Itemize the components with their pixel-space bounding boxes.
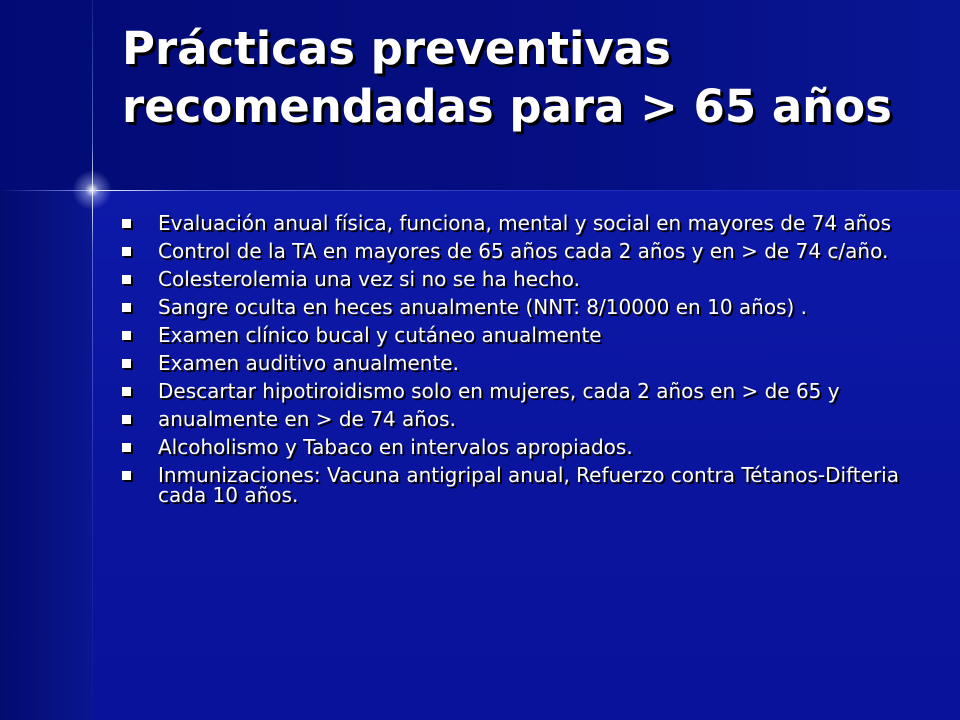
vertical-light-line [92, 0, 93, 720]
bullet-text: Alcoholismo y Tabaco en intervalos apropiados. [158, 435, 633, 459]
square-bullet-icon [122, 275, 131, 284]
bullet-item [122, 381, 902, 401]
slide-title: Prácticas preventivas recomendadas para > 65 años [122, 22, 892, 133]
horizontal-light-line [0, 190, 960, 191]
bullet-item [122, 353, 902, 373]
square-bullet-icon [122, 359, 131, 368]
bullet-text: Sangre oculta en heces anualmente (NNT: 8/10000 en 10 años) . [158, 295, 808, 319]
square-bullet-icon [122, 219, 131, 228]
bullet-item [122, 409, 902, 429]
square-bullet-icon [122, 471, 131, 480]
bullet-text: Inmunizaciones: Vacuna antigripal anual, Refuerzo contra Tétanos-Difteria cada 10 años. [158, 463, 899, 507]
bullet-item [122, 269, 902, 289]
bullet-text: Evaluación anual física, funciona, mental y social en mayores de 74 años [158, 211, 891, 235]
square-bullet-icon [122, 303, 131, 312]
bullet-item [122, 437, 902, 457]
left-margin-background [0, 190, 92, 720]
bullet-text: Examen clínico bucal y cutáneo anualmente [158, 323, 602, 347]
bullet-text: Descartar hipotiroidismo solo en mujeres, cada 2 años en > de 65 y [158, 379, 840, 403]
bullet-text: Control de la TA en mayores de 65 años cada 2 años y en > de 74 c/año. [158, 239, 889, 263]
bullet-item [122, 325, 902, 345]
bullet-text: anualmente en > de 74 años. [158, 407, 456, 431]
bullet-item [122, 213, 902, 233]
square-bullet-icon [122, 247, 131, 256]
bullet-item [122, 465, 902, 505]
bullet-item [122, 241, 902, 261]
bullet-text: Examen auditivo anualmente. [158, 351, 459, 375]
bullet-text: Colesterolemia una vez si no se ha hecho. [158, 267, 580, 291]
square-bullet-icon [122, 443, 131, 452]
light-flare-decoration [72, 170, 112, 210]
bullet-list [122, 213, 902, 513]
square-bullet-icon [122, 387, 131, 396]
square-bullet-icon [122, 415, 131, 424]
square-bullet-icon [122, 331, 131, 340]
bullet-item [122, 297, 902, 317]
